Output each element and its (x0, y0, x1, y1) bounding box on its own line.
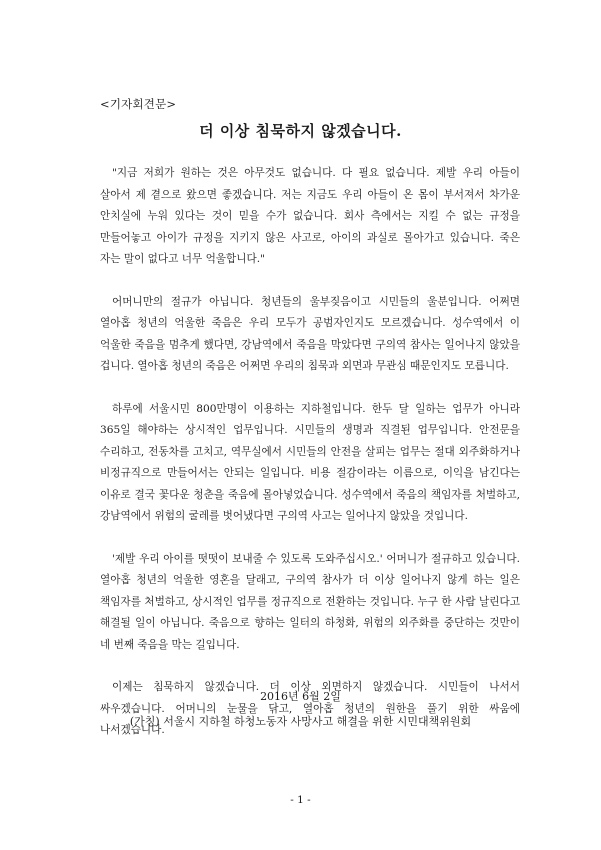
document-date: 2016년 6월 2일 (260, 690, 341, 703)
paragraph-4: '제발 우리 아이를 떳떳이 보내줄 수 있도록 도와주십시오.' 어머니가 절규하고 있습니다. 열아홉 청년의 억울한 영혼을 달래고, 구의역 참사가 더 이상 일어나지 않게 하는 일은 책임자를 처벌하고, 상시적인 업무를 정규직으로 전환하는 것입니다. 누구 한 사람 날린다고 해결될 일이 아닙니다. 죽음으로 향하는 일터의 하청화, 위험의 외주화를 중단하는 것만이 네 번째 죽음을 막는 길입니다. (100, 552, 520, 651)
paragraph-3: 하루에 서울시민 800만명이 이용하는 지하철입니다. 한두 달 일하는 업무가 아니라 365일 해야하는 상시적인 업무입니다. 시민들의 생명과 직결된 업무입니다. 안전문을 수리하고, 전동차를 고치고, 역무실에서 시민들의 안전을 살피는 업무는 절대 외주화하거나 비정규직으로 만들어서는 안되는 일입니다. 비용 절감이라는 이름으로, 이익을 남긴다는 이유로 결국 꽃다운 청춘을 죽음에 몰아넣었습니다. 성수역에서 죽음의 책임자를 처벌하고, 강남역에서 위험의 굴레를 벗어냈다면 구의역 사고는 일어나지 않았을 것입니다. (100, 402, 520, 522)
document-body (100, 163, 520, 763)
document-title: 더 이상 침묵하지 않겠습니다. (199, 122, 402, 140)
document-label: <기자회견문> (100, 97, 177, 111)
paragraph-5: 이제는 침묵하지 않겠습니다. 더 이상 외면하지 않겠습니다. 시민들이 나서서 싸우겠습니다. 어머니의 눈물을 닦고, 열아홉 청년의 원한을 풀기 위한 싸움에 나서겠습니다. (100, 681, 520, 736)
paragraph-2: 어머니만의 절규가 아닙니다. 청년들의 울부짖음이고 시민들의 울분입니다. 어쩌면 열아홉 청년의 억울한 죽음은 우리 모두가 공범자인지도 모르겠습니다. 성수역에서 이 억울한 죽음을 멈추게 했다면, 강남역에서 죽음을 막았다면 구의역 참사는 일어나지 않았을 겁니다. 열아홉 청년의 죽음은 어쩌면 우리의 침묵과 외면과 무관심 때문인지도 모릅니다. (100, 295, 520, 372)
paragraph-1: "지금 저희가 원하는 것은 아무것도 없습니다. 다 필요 없습니다. 제발 우리 아들이 살아서 제 곁으로 왔으면 좋겠습니다. 저는 지금도 우리 아들이 온 몸이 부서져서 차가운 안치실에 누워 있다는 것이 믿을 수가 없습니다. 회사 측에서는 지킬 수 없는 규정을 만들어놓고 아이가 규정을 지키지 않은 사고로, 아이의 과실로 몰아가고 있습니다. 죽은 자는 말이 없다고 너무 억울합니다." (100, 167, 520, 265)
page-number: - 1 - (290, 794, 311, 806)
document-organization: (가칭) 서울시 지하철 하청노동자 사망사고 해결을 위한 시민대책위원회 (129, 715, 472, 728)
